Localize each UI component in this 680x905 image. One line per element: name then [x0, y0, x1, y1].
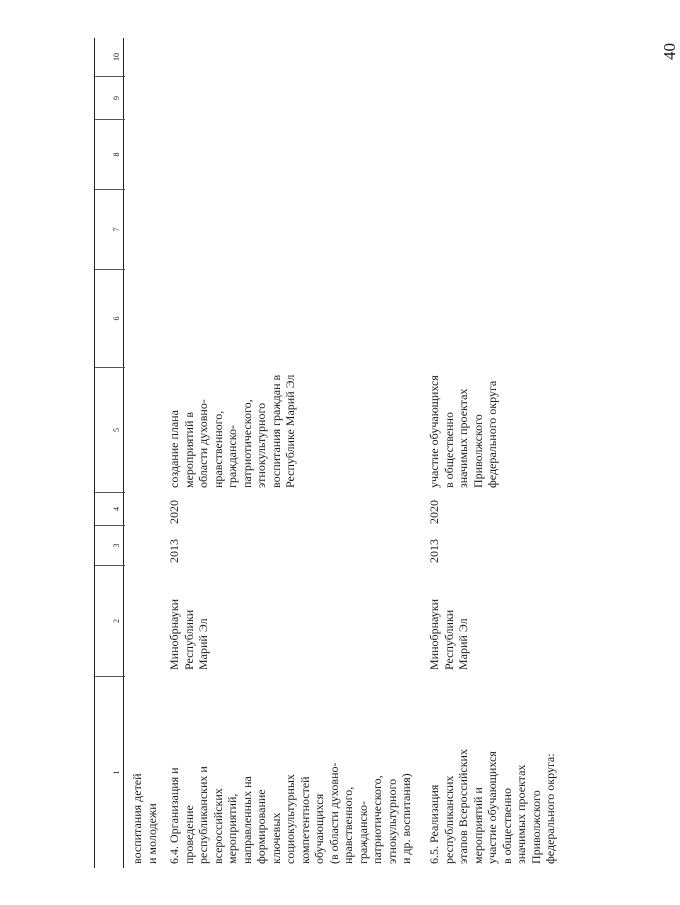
- column-number: 2: [95, 565, 125, 676]
- table-cell-executor: Минобрнауки Республики Марий Эл: [167, 598, 210, 670]
- table-cell-result: участие обучающихся в общественно значимых проектах Приволжского федерального округа: [427, 375, 499, 488]
- column-number: 4: [95, 492, 125, 525]
- table-cell-start-year: 2013: [427, 539, 441, 563]
- page-number: 40: [660, 43, 679, 60]
- table-cell-activity: 6.4. Организация и проведение республиканских и всероссийских мероприятий, направленных на формирование ключевых социокультурных компетентностей обучающихся (в области духовно- нравственного, гражданско- патриотического, этнокультурного и др. воспитания): [167, 762, 413, 864]
- column-number: 10: [112, 53, 121, 61]
- table-cell-activity: воспитания детей и молодежи: [130, 773, 159, 864]
- table-cell-executor: Минобрнауки Республики Марий Эл: [427, 598, 470, 670]
- document-table: [94, 38, 557, 868]
- column-number: 3: [95, 525, 125, 565]
- table-cell-end-year: 2020: [427, 500, 441, 524]
- column-number: 8: [95, 119, 125, 189]
- table-cell-end-year: 2020: [167, 500, 181, 524]
- table-cell-result: создание плана мероприятий в области духовно- нравственного, гражданско- патриотического, этнокультурного воспитания граждан в Республике Марий Эл: [167, 374, 297, 488]
- table-cell-start-year: 2013: [167, 539, 181, 563]
- column-number-header: [94, 38, 124, 868]
- column-number: 7: [95, 189, 125, 269]
- column-number: 9: [95, 76, 125, 119]
- column-number: 5: [95, 367, 125, 492]
- table-cell-activity: 6.5. Реализация республиканских этапов Всероссийских мероприятий и участие обучающихся в общественно значимых проектах Приволжского федерального округа:: [427, 749, 557, 864]
- column-number: 1: [95, 676, 125, 868]
- column-number: 6: [95, 269, 125, 367]
